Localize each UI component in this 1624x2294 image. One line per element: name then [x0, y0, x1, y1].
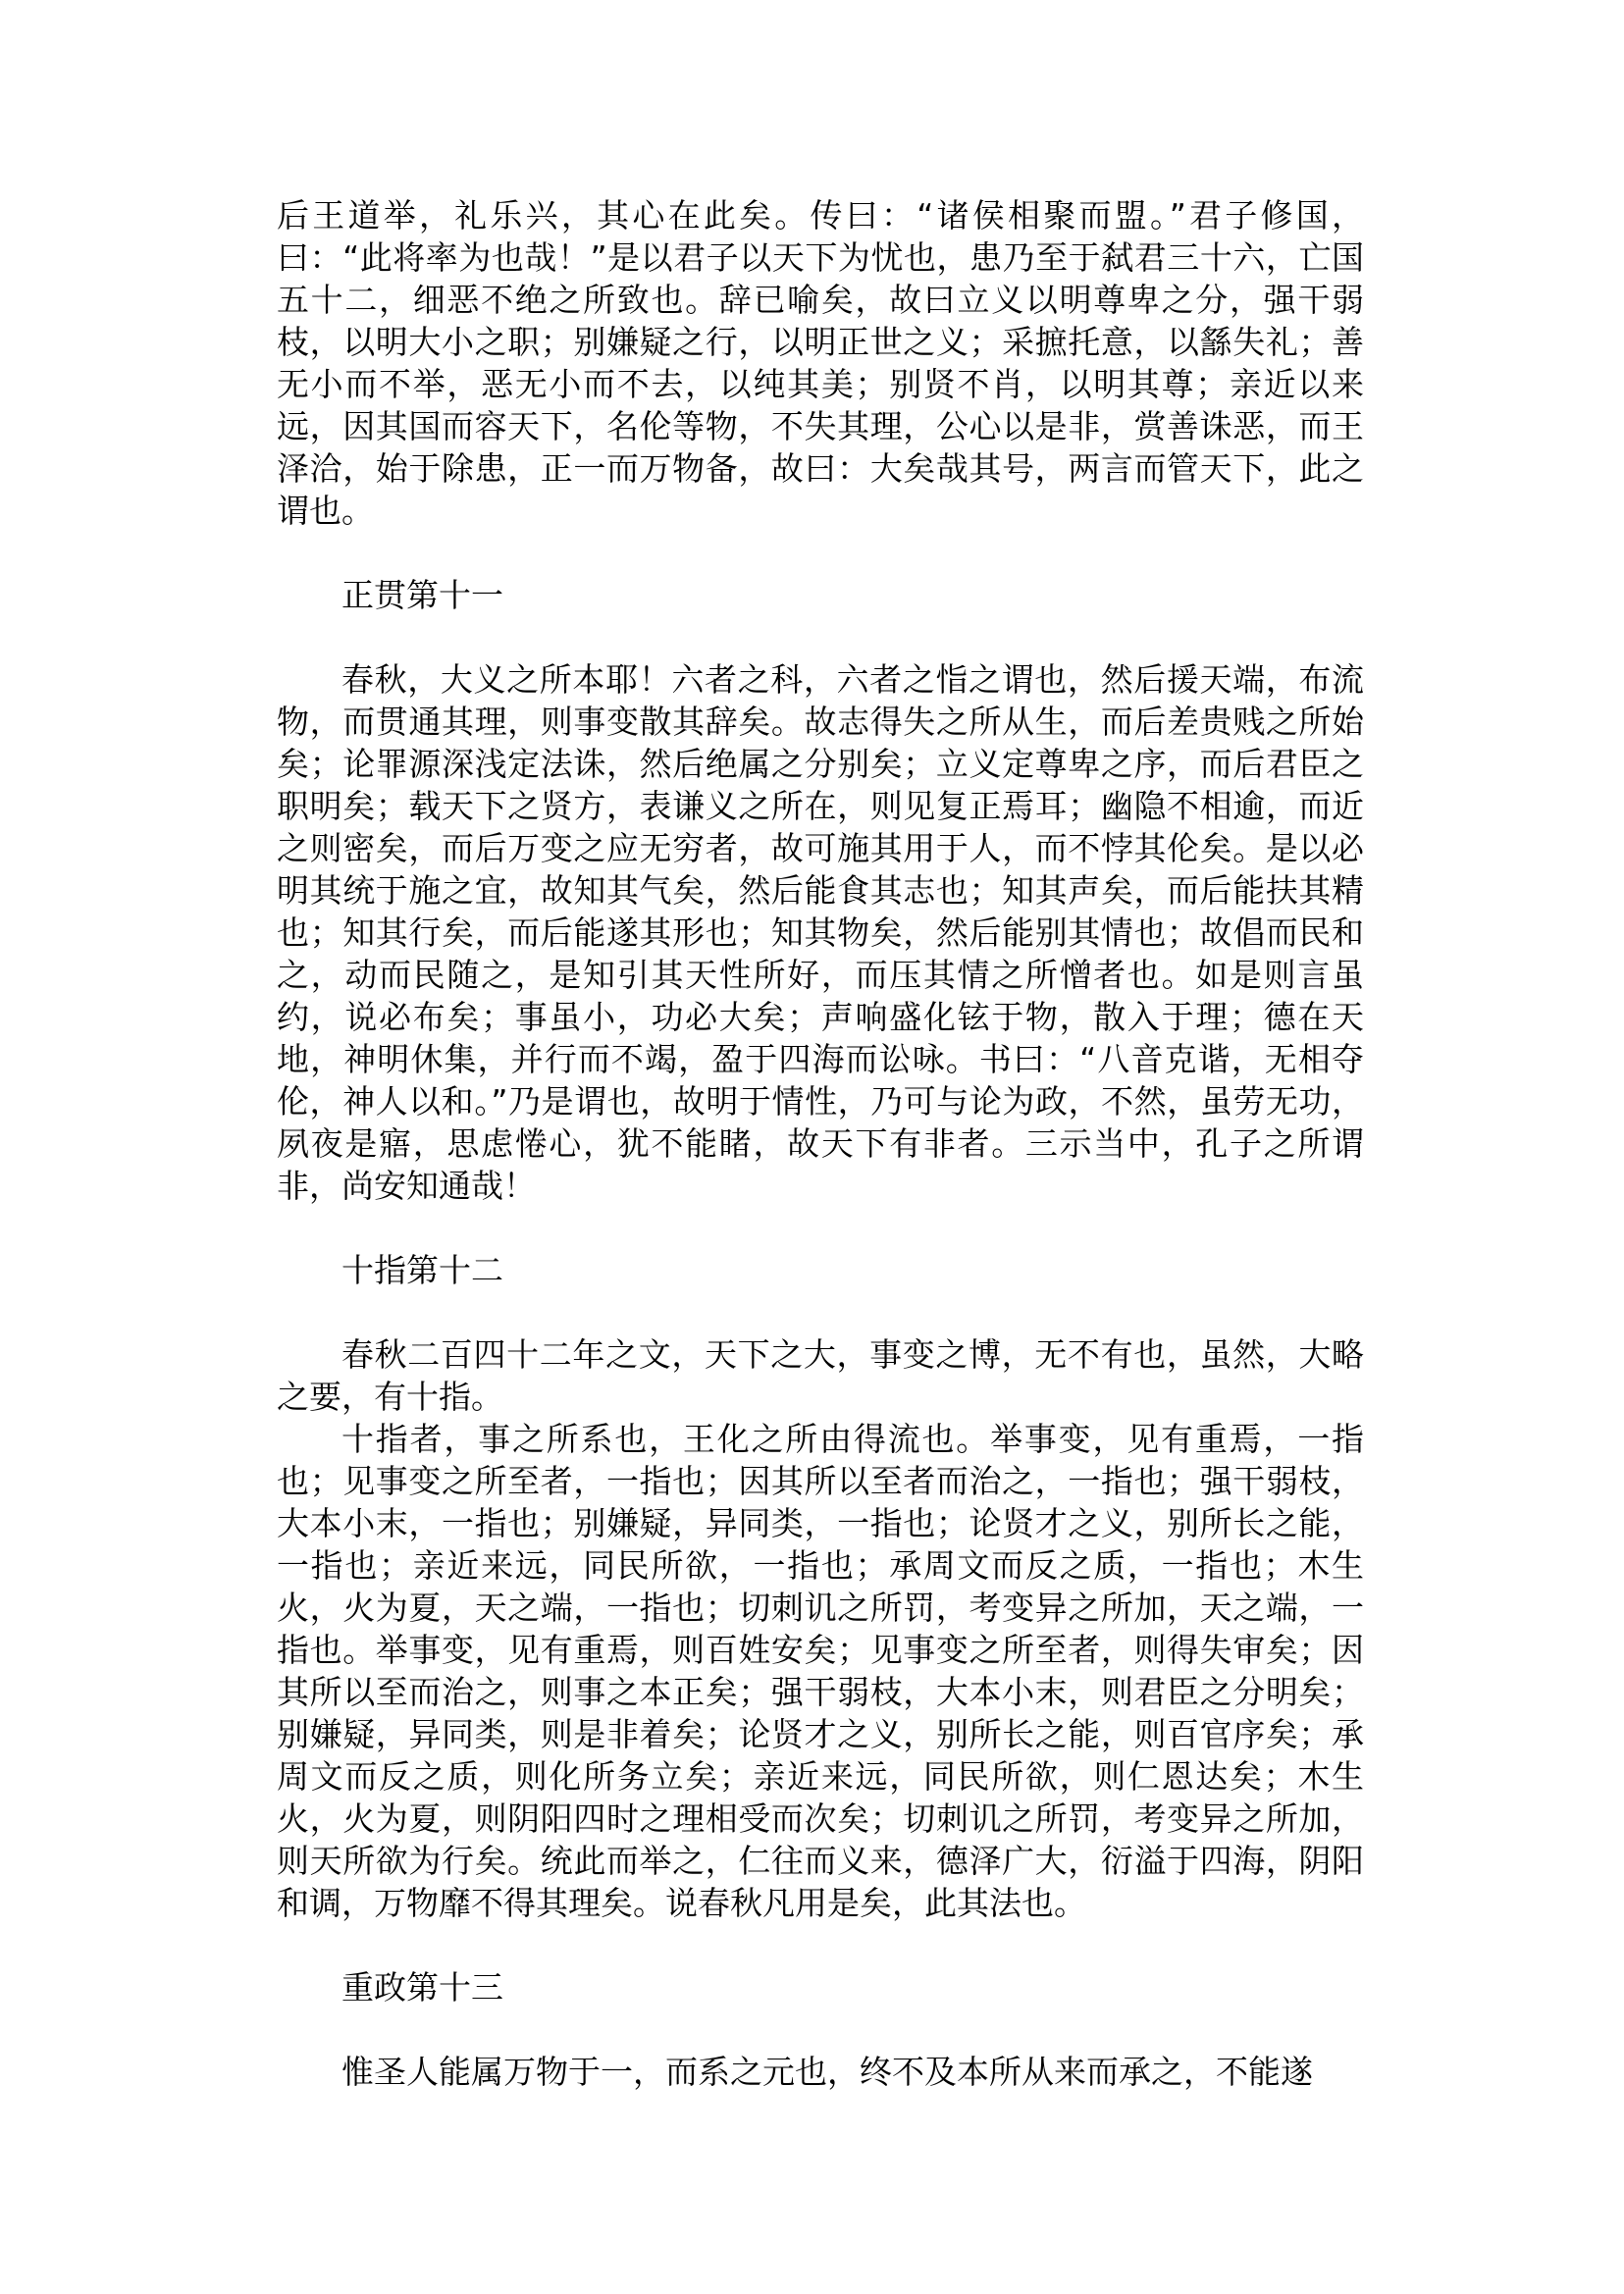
section-spacer — [277, 616, 1364, 658]
section-spacer — [277, 1291, 1364, 1333]
section-heading-zhongzheng: 重政第十三 — [341, 1968, 503, 2007]
section-spacer — [277, 1924, 1364, 1966]
document-body — [277, 194, 1364, 2093]
paragraph-zhengguan-1: 春秋，大义之所本耶！六者之科，六者之恉之谓也，然后援天端，布流物，而贯通其理，则事变散其辞矣。故志得失之所从生，而后差贵贱之所始矣；论罪源深浅定法诛，然后绝属之分别矣；立义定尊卑之序，而后君臣之职明矣；载天下之贤方，表谦义之所在，则见复正焉耳；幽隐不相逾，而近之则密矣，而后万变之应无穷者，故可施其用于人，而不悖其伦矣。是以必明其统于施之宜，故知其气矣，然后能食其志也；知其声矣，而后能扶其精也；知其行矣，而后能遂其形也；知其物矣，然后能别其情也；故倡而民和之，动而民随之，是知引其天性所好，而压其情之所憎者也。如是则言虽约，说必布矣；事虽小，功必大矣；声响盛化铉于物，散入于理；德在天地，神明休集，并行而不竭，盈于四海而讼咏。书曰：“八音克谐，无相夺伦，神人以和。”乃是谓也，故明于情性，乃可与论为政，不然，虽劳无功，夙夜是寤，思虑惓心，犹不能睹，故天下有非者。三示当中，孔子之所谓非，尚安知通哉！ — [277, 660, 1364, 1205]
section-heading-zhengguan: 正贯第十一 — [341, 576, 503, 614]
section-spacer — [277, 532, 1364, 574]
intro-paragraph: 后王道举，礼乐兴，其心在此矣。传曰：“诸侯相聚而盟。”君子修国，曰：“此将率为也哉！”是以君子以天下为忧也，患乃至于弑君三十六，亡国五十二，细恶不绝之所致也。辞已喻矣，故曰立义以明尊卑之分，强干弱枝，以明大小之职；别嫌疑之行，以明正世之义；采摭托意，以䌛失礼；善无小而不举，恶无小而不去，以纯其美；别贤不肖，以明其尊；亲近以来远，因其国而容天下，名伦等物，不失其理，公心以是非，赏善诛恶，而王泽洽，始于除患，正一而万物备，故曰：大矣哉其号，两言而管天下，此之谓也。 — [277, 196, 1364, 530]
section-spacer — [277, 1207, 1364, 1249]
section-spacer — [277, 2008, 1364, 2051]
paragraph-shizhi-2: 十指者，事之所系也，王化之所由得流也。举事变，见有重焉，一指也；见事变之所至者，一指也；因其所以至者而治之，一指也；强干弱枝，大本小末，一指也；别嫌疑，异同类，一指也；论贤才之义，别所长之能，一指也；亲近来远，同民所欲，一指也；承周文而反之质，一指也；木生火，火为夏，天之端，一指也；切刺讥之所罚，考变异之所加，天之端，一指也。举事变，见有重焉，则百姓安矣；见事变之所至者，则得失审矣；因其所以至而治之，则事之本正矣；强干弱枝，大本小末，则君臣之分明矣；别嫌疑，异同类，则是非着矣；论贤才之义，别所长之能，则百官序矣；承周文而反之质，则化所务立矣；亲近来远，同民所欲，则仁恩达矣；木生火，火为夏，则阴阳四时之理相受而次矣；切刺讥之所罚，考变异之所加，则天所欲为行矣。统此而举之，仁往而义来，德泽广大，衍溢于四海，阴阳和调，万物靡不得其理矣。说春秋凡用是矣，此其法也。 — [277, 1420, 1364, 1922]
section-heading-shizhi: 十指第十二 — [341, 1251, 503, 1289]
paragraph-shizhi-1: 春秋二百四十二年之文，天下之大，事变之博，无不有也，虽然，大略之要，有十指。 — [277, 1335, 1364, 1416]
paragraph-zhongzheng-1: 惟圣人能属万物于一，而系之元也，终不及本所从来而承之，不能遂 — [341, 2053, 1313, 2091]
